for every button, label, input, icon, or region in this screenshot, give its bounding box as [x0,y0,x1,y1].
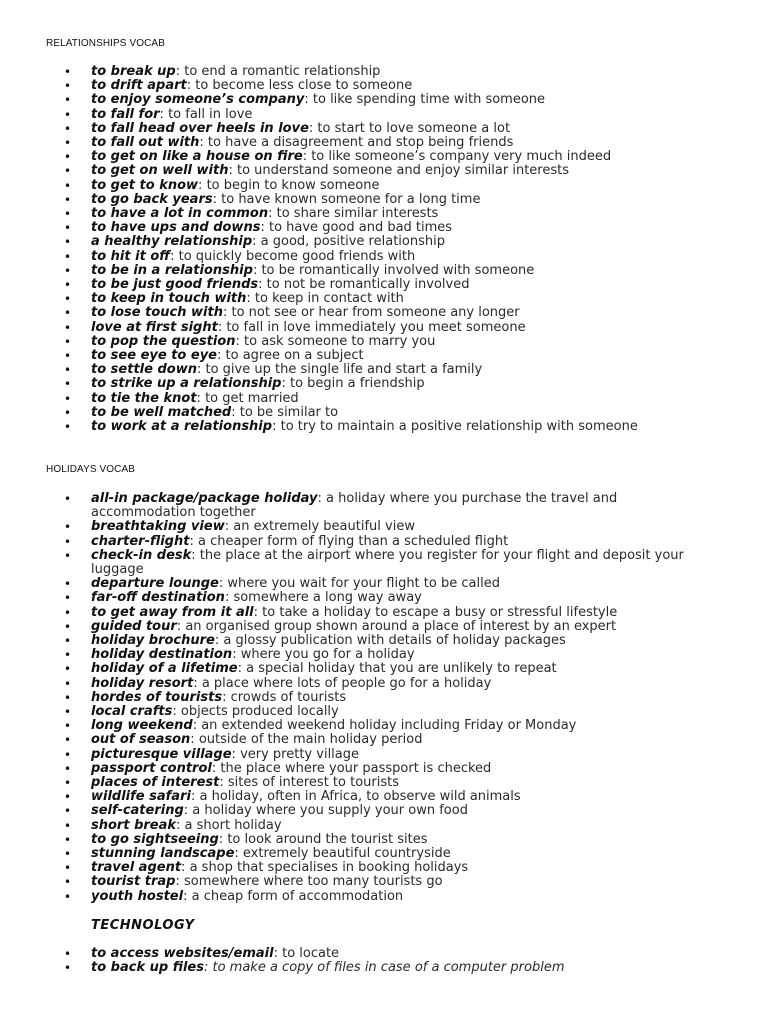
relationships-list [60,65,710,434]
vocab-separator: : [272,419,277,435]
vocab-definition: an extremely beautiful view [229,519,415,535]
vocab-separator: : [222,689,227,705]
vocab-separator: : [218,576,224,592]
vocab-item [60,420,710,434]
vocab-separator: : [199,135,204,151]
vocab-definition: to try to maintain a positive relationship with someone [276,419,638,435]
vocab-separator: : [228,163,233,179]
vocab-item [60,648,710,662]
vocab-definition: to make a copy of files in case of a computer problem [208,960,565,976]
vocab-separator: : [224,519,230,535]
vocab-definition: objects produced locally [176,704,339,720]
vocab-term: to enjoy someone’s company [91,92,305,108]
vocab-definition: a short holiday [180,817,282,833]
vocab-item [60,719,710,733]
vocab-separator: : [252,262,258,278]
vocab-separator: : [234,846,239,862]
vocab-definition: to have good and bad times [264,220,453,236]
vocab-term: short break [91,817,177,833]
vocab-separator: : [212,191,217,207]
vocab-item [60,535,710,549]
vocab-separator: : [304,92,309,108]
vocab-item [60,819,710,833]
vocab-definition: to be romantically involved with someone [257,262,535,278]
vocab-separator: : [258,277,263,293]
vocab-term: to settle down [91,362,197,378]
vocab-item [60,790,710,804]
vocab-item [60,108,710,122]
vocab-definition: a holiday where you supply your own food [188,803,468,819]
vocab-item [60,875,710,889]
vocab-separator: : [260,220,265,236]
vocab-term: to lose touch with [91,305,223,321]
vocab-term: to get away from it all [91,604,254,620]
vocab-item [60,520,710,534]
vocab-separator: : [189,533,194,549]
vocab-term: to fall head over heels in love [91,120,309,136]
vocab-definition: to start to love someone a lot [313,120,511,136]
vocab-definition: sites of interest to tourists [223,775,400,791]
vocab-item [60,221,710,235]
vocab-item [60,335,710,349]
vocab-term: to fall for [91,106,160,122]
vocab-separator: : [224,590,230,606]
vocab-definition: an organised group shown around a place of interest by an expert [181,618,617,634]
vocab-term: to be well matched [91,404,232,420]
vocab-term: holiday destination [91,647,233,663]
vocab-separator: : [219,775,224,791]
vocab-term: places of interest [91,775,220,791]
vocab-term: holiday resort [91,675,194,691]
vocab-separator: : [175,64,181,79]
vocab-definition: a holiday, often in Africa, to observe wild animals [195,789,521,805]
vocab-term: tourist trap [91,874,176,890]
vocab-separator: : [170,248,175,264]
vocab-definition: to quickly become good friends with [174,248,416,264]
vocab-item [60,861,710,875]
vocab-term: out of season [91,732,191,748]
vocab-definition: to ask someone to marry you [239,333,436,349]
vocab-separator: : [281,376,286,392]
vocab-term: to get on well with [91,163,229,179]
vocab-separator: : [231,746,236,762]
vocab-definition: to end a romantic relationship [180,64,381,79]
vocab-term: to see eye to eye [91,348,217,364]
vocab-term: love at first sight [91,319,218,335]
vocab-definition: to like spending time with someone [308,92,546,108]
vocab-separator: : [181,860,186,876]
vocab-term: to get to know [91,177,199,193]
vocab-item [60,762,710,776]
vocab-separator: : [218,831,224,847]
vocab-term: to have a lot in common [91,206,269,222]
vocab-item [60,606,710,620]
vocab-definition: a shop that specialises in booking holidays [185,860,469,876]
vocab-term: passport control [91,760,212,776]
vocab-definition: to look around the tourist sites [223,831,428,847]
vocab-separator: : [216,348,222,364]
vocab-item [60,349,710,363]
vocab-term: to have ups and downs [91,220,261,236]
vocab-separator: : [183,803,189,819]
vocab-definition: to agree on a subject [221,348,364,364]
vocab-definition: to begin to know someone [202,177,380,193]
vocab-term: to be just good friends [91,277,259,293]
vocab-item [60,164,710,178]
vocab-item [60,93,710,107]
vocab-item [60,264,710,278]
vocab-item [60,122,710,136]
vocab-definition: a cheaper form of flying than a scheduled flight [193,533,509,549]
vocab-definition: to understand someone and enjoy similar interests [232,163,569,179]
vocab-definition: the place at the airport where you register for your flight and deposit your luggage [91,547,684,578]
vocab-separator: : [176,817,181,833]
vocab-item [60,65,710,79]
vocab-term: to back up files [91,960,204,976]
vocab-item [60,677,710,691]
vocab-term: stunning landscape [91,846,235,862]
vocab-definition: to take a holiday to escape a busy or stressful lifestyle [258,604,618,620]
vocab-separator: : [246,291,251,307]
vocab-item [60,833,710,847]
vocab-item [60,733,710,747]
vocab-separator: : [317,491,322,506]
vocab-term: to be in a relationship [91,262,253,278]
vocab-term: travel agent [91,860,182,876]
vocab-definition: an extended weekend holiday including Friday or Monday [197,718,577,734]
vocab-definition: to begin a friendship [285,376,425,392]
vocab-separator: : [186,78,192,94]
vocab-item [60,890,710,904]
vocab-definition: a glossy publication with details of holiday packages [219,633,566,649]
vocab-term: to hit it off [91,248,171,264]
vocab-term: to go back years [91,191,213,207]
holidays-heading: HOLIDAYS VOCAB [46,464,136,475]
vocab-separator: : [308,120,314,136]
vocab-definition: very pretty village [235,746,360,762]
vocab-definition: to get married [200,390,299,406]
vocab-item [60,136,710,150]
vocab-definition: to fall in love [163,106,253,122]
vocab-term: self-catering [91,803,184,819]
vocab-item [60,306,710,320]
vocab-definition: to not be romantically involved [262,277,470,293]
vocab-item [60,235,710,249]
vocab-term: far-off destination [91,590,225,606]
vocab-separator: : [191,547,196,563]
vocab-item [60,591,710,605]
vocab-definition: to give up the single life and start a family [201,362,483,378]
vocab-term: to work at a relationship [91,419,273,435]
holidays-list [60,492,710,904]
vocab-term: picturesque village [91,746,232,762]
vocab-term: youth hostel [91,888,184,904]
vocab-item [60,250,710,264]
vocab-separator: : [159,106,164,122]
vocab-separator: : [196,390,201,406]
relationships-heading: RELATIONSHIPS VOCAB [46,38,165,49]
vocab-item [60,691,710,705]
vocab-term: to go sightseeing [91,831,219,847]
vocab-separator: : [172,704,177,720]
vocab-item [60,705,710,719]
vocab-term: to keep in touch with [91,291,247,307]
vocab-separator: : [203,960,209,976]
vocab-item [60,79,710,93]
vocab-item [60,634,710,648]
vocab-separator: : [232,647,237,663]
vocab-definition: to like someone’s company very much indeed [307,149,612,165]
vocab-item [60,748,710,762]
vocab-item [60,549,710,577]
vocab-separator: : [252,234,257,250]
vocab-separator: : [273,946,278,961]
vocab-term: a healthy relationship [91,234,253,250]
vocab-term: breathtaking view [91,519,225,535]
vocab-separator: : [211,760,217,776]
vocab-item [60,392,710,406]
vocab-term: holiday brochure [91,633,215,649]
vocab-separator: : [190,789,196,805]
vocab-item [60,947,710,961]
vocab-term: to pop the question [91,333,236,349]
vocab-item [60,278,710,292]
vocab-term: wildlife safari [91,789,191,805]
vocab-item [60,804,710,818]
vocab-item [60,961,710,975]
vocab-term: charter-flight [91,533,190,549]
vocab-definition: to be similar to [235,404,339,420]
vocab-term: to drift apart [91,78,187,94]
vocab-definition: to fall in love immediately you meet someone [222,319,526,335]
vocab-term: local crafts [91,704,173,720]
vocab-term: to break up [91,64,176,79]
vocab-separator: : [217,319,223,335]
vocab-term: to strike up a relationship [91,376,282,392]
technology-list [60,947,710,975]
vocab-definition: somewhere a long way away [229,590,422,606]
vocab-term: departure lounge [91,576,219,592]
vocab-item [60,179,710,193]
vocab-separator: : [214,633,220,649]
vocab-definition: a good, positive relationship [256,234,445,250]
technology-heading: TECHNOLOGY [91,918,195,933]
vocab-item [60,193,710,207]
vocab-term: to get on like a house on fire [91,149,303,165]
vocab-definition: to have a disagreement and stop being friends [203,135,514,151]
vocab-item [60,150,710,164]
vocab-separator: : [235,333,240,349]
vocab-separator: : [193,675,198,691]
vocab-separator: : [196,362,202,378]
vocab-term: to fall out with [91,135,200,151]
vocab-separator: : [231,404,236,420]
vocab-term: holiday of a lifetime [91,661,238,677]
vocab-separator: : [268,206,273,222]
vocab-term: to tie the knot [91,390,197,406]
vocab-item [60,207,710,221]
vocab-item [60,321,710,335]
vocab-item [60,662,710,676]
vocab-separator: : [198,177,203,193]
vocab-item [60,406,710,420]
vocab-term: hordes of tourists [91,689,223,705]
vocab-item [60,492,710,520]
vocab-definition: a holiday where you purchase the travel and accommodation together [91,491,618,521]
vocab-definition: to become less close to someone [191,78,413,94]
vocab-definition: a special holiday that you are unlikely to repeat [242,661,557,677]
vocab-definition: outside of the main holiday period [194,732,423,748]
vocab-separator: : [192,718,198,734]
vocab-term: to access websites/email [91,946,274,961]
vocab-definition: crowds of tourists [226,689,347,705]
vocab-item [60,847,710,861]
vocab-separator: : [175,874,180,890]
vocab-item [60,363,710,377]
vocab-separator: : [190,732,195,748]
vocab-definition: to share similar interests [272,206,439,222]
vocab-item [60,377,710,391]
vocab-definition: to have known someone for a long time [217,191,481,207]
vocab-definition: extremely beautiful countryside [238,846,451,862]
vocab-term: check-in desk [91,547,192,563]
vocab-definition: to keep in contact with [250,291,404,307]
vocab-item [60,577,710,591]
vocab-definition: to locate [277,946,340,961]
vocab-definition: somewhere where too many tourists go [179,874,443,890]
vocab-term: guided tour [91,618,177,634]
vocab-item [60,776,710,790]
vocab-definition: the place where your passport is checked [216,760,492,776]
vocab-term: long weekend [91,718,193,734]
vocab-item [60,620,710,634]
vocab-separator: : [253,604,259,620]
vocab-definition: where you wait for your flight to be called [223,576,500,592]
vocab-definition: to not see or hear from someone any longer [227,305,520,321]
vocab-definition: where you go for a holiday [236,647,415,663]
vocab-separator: : [237,661,242,677]
vocab-separator: : [176,618,182,634]
vocab-definition: a place where lots of people go for a holiday [197,675,492,691]
vocab-separator: : [302,149,308,165]
vocab-item [60,292,710,306]
vocab-term: all-in package/package holiday [91,491,318,506]
vocab-separator: : [183,888,188,904]
vocab-definition: a cheap form of accommodation [187,888,404,904]
vocab-separator: : [222,305,228,321]
